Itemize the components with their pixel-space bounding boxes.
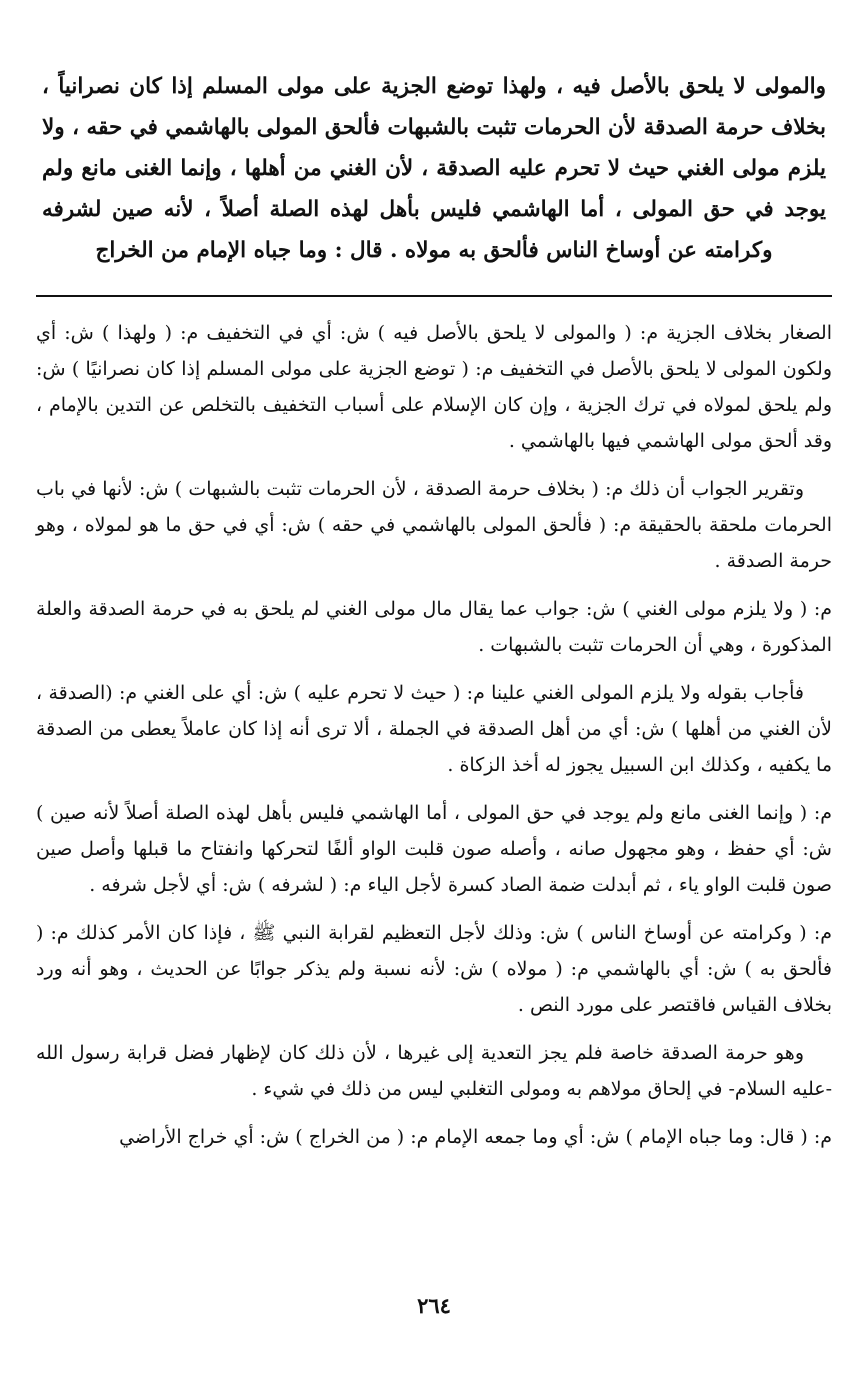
commentary-paragraph: م: ( وإنما الغنى مانع ولم يوجد في حق المولى ، أما الهاشمي فليس بأهل لهذه الصلة أصلاً لأنه صين ) ش: أي حفظ ، وهو مجهول صانه ، وأصله صون قلبت الواو ألفًا لتحركها وانفتاح ما قبلها وأصل صين صون قلبت الواو ياء ، ثم أبدلت ضمة الصاد كسرة لأجل الياء م: ( لشرفه ) ش: أي لأجل شرفه . [36,802,832,896]
commentary-section [36,315,832,1155]
commentary-paragraph: م: ( وكرامته عن أوساخ الناس ) ش: وذلك لأجل التعظيم لقرابة النبي ﷺ ، فإذا كان الأمر كذلك م: ( فألحق به ) ش: أي بالهاشمي م: ( مولاه ) ش: لأنه نسبة ولم يذكر جوابًا عن الحديث ، وهو أنه ورد بخلاف القياس فاقتصر على مورد النص . [36,922,832,1016]
separator-line [36,295,832,297]
commentary-paragraph: فأجاب بقوله ولا يلزم المولى الغني علينا م: ( حيث لا تحرم عليه ) ش: أي على الغني م: (الصدقة ، لأن الغني من أهلها ) ش: أي من أهل الصدقة في الجملة ، ألا ترى أنه إذا كان عاملاً يعطى من الصدقة ما يكفيه ، وكذلك ابن السبيل يجوز له أخذ الزكاة . [36,682,832,776]
main-text-block: والمولى لا يلحق بالأصل فيه ، ولهذا توضع الجزية على مولى المسلم إذا كان نصرانياً ، بخلاف حرمة الصدقة لأن الحرمات تثبت بالشبهات فألحق المولى بالهاشمي في حقه ، ولا يلزم مولى الغني حيث لا تحرم عليه الصدقة ، لأن الغني من أهلها ، وإنما الغنى مانع ولم يوجد في حق المولى ، أما الهاشمي فليس بأهل لهذه الصلة أصلاً ، لأنه صين لشرفه وكرامته عن أوساخ الناس فألحق به مولاه . قال : وما جباه الإمام من الخراج [42,74,826,263]
commentary-paragraph: الصغار بخلاف الجزية م: ( والمولى لا يلحق بالأصل فيه ) ش: أي في التخفيف م: ( ولهذا ) ش: أي ولكون المولى لا يلحق بالأصل في التخفيف م: ( توضع الجزية على مولى المسلم إذا كان نصرانيًا ) ش: ولم يلحق لمولاه في ترك الجزية ، وإن كان الإسلام على أسباب التخفيف بالتخلص عن التدين بالإمام ، وقد ألحق مولى الهاشمي فيها بالهاشمي . [36,322,832,452]
page-number: ٢٦٤ [417,1293,451,1318]
commentary-paragraph: وتقرير الجواب أن ذلك م: ( بخلاف حرمة الصدقة ، لأن الحرمات تثبت بالشبهات ) ش: لأنها في باب الحرمات ملحقة بالحقيقة م: ( فألحق المولى بالهاشمي في حقه ) ش: أي في حق ما هو لمولاه ، وهو حرمة الصدقة . [36,478,832,572]
commentary-paragraph: م: ( ولا يلزم مولى الغني ) ش: جواب عما يقال مال مولى الغني لم يلحق به في حرمة الصدقة والعلة المذكورة ، وهي أن الحرمات تثبت بالشبهات . [36,598,832,656]
commentary-paragraph: وهو حرمة الصدقة خاصة فلم يجز التعدية إلى غيرها ، لأن ذلك كان لإظهار فضل قرابة رسول الله -عليه السلام- في إلحاق مولاهم به ومولى التغلبي ليس من ذلك في شيء . [36,1042,832,1100]
commentary-paragraph: م: ( قال: وما جباه الإمام ) ش: أي وما جمعه الإمام م: ( من الخراج ) ش: أي خراج الأراضي [119,1126,832,1148]
